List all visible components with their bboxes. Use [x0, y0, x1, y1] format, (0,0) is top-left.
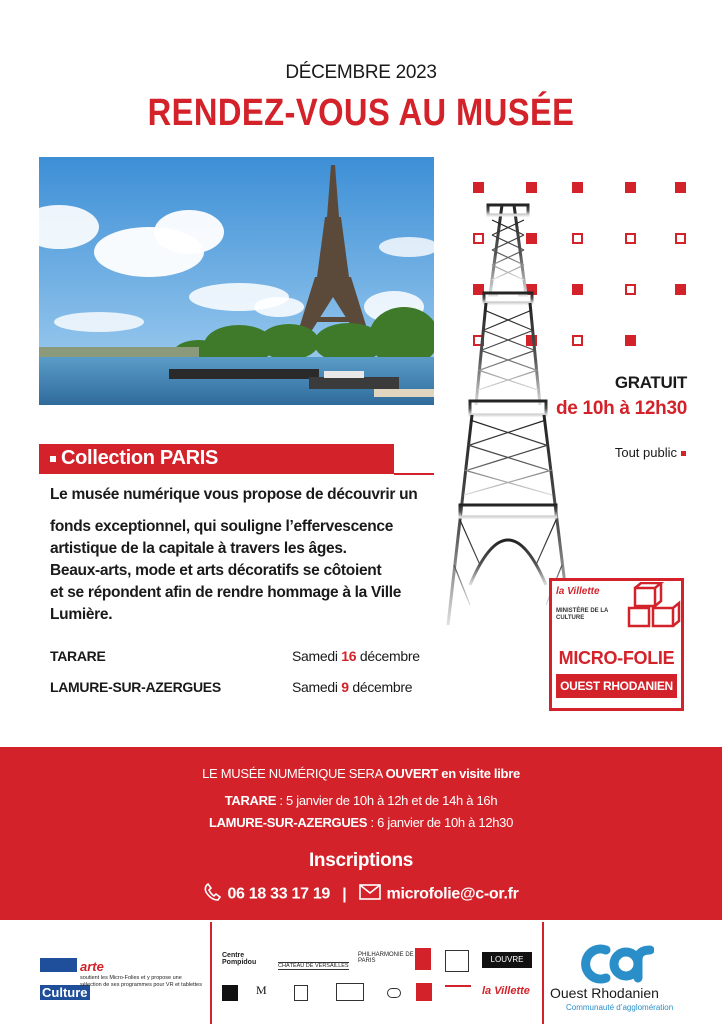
- cubes-icon: [625, 582, 681, 632]
- description-line: artistique de la capitale à travers les âges.: [50, 540, 347, 557]
- free-label: GRATUIT: [614, 373, 687, 392]
- deco-square: [675, 284, 686, 295]
- arte-text: soutient les Micro-Folies et y propose une sélection de ses programmes pour VR et tablettes: [80, 975, 202, 988]
- band-schedule: : 5 janvier de 10h à 12h et de 14h à 16h: [279, 793, 498, 808]
- villette-logo: la Villette: [482, 985, 530, 997]
- deco-square: [675, 233, 686, 244]
- audience-dot: [681, 451, 686, 456]
- date-heading: DÉCEMBRE 2023: [285, 62, 437, 83]
- band-line-tarare: [0, 793, 722, 808]
- collection-title: [50, 447, 218, 470]
- partner-logo: [415, 948, 431, 970]
- collection-description: [50, 484, 445, 626]
- footer-separator: [542, 922, 544, 1024]
- band-line-lamure: [0, 815, 722, 830]
- description-line: Lumière.: [50, 606, 113, 623]
- session-month: décembre: [352, 679, 413, 695]
- phone-number[interactable]: 06 18 33 17 19: [227, 885, 331, 903]
- phone-icon: [203, 882, 221, 907]
- footer-separator: [210, 922, 212, 1024]
- partner-logo: [416, 983, 432, 1001]
- partner-logo: [222, 985, 238, 1001]
- villette-logo-text: la Villette: [556, 586, 600, 597]
- bullet-icon: [50, 456, 56, 462]
- session-day-number: 16: [341, 648, 357, 664]
- session-day: Samedi: [292, 648, 338, 664]
- eiffel-tower-illustration: [440, 165, 580, 625]
- versailles-logo: CHÂTEAU DE VERSAILLES: [278, 963, 349, 969]
- culture-logo: Culture: [42, 985, 88, 1000]
- philharmonie-logo: PHILHARMONIE DE PARIS: [358, 952, 414, 964]
- contact-separator: |: [342, 885, 347, 903]
- deco-square: [625, 233, 636, 244]
- session-day: Samedi: [292, 679, 338, 695]
- inscriptions-heading: Inscriptions: [308, 850, 414, 871]
- cor-name: Ouest Rhodanien: [550, 985, 659, 1001]
- arte-logo: arte: [80, 959, 104, 974]
- partner-logo: [445, 950, 469, 972]
- cor-subtitle: Communauté d’agglomération: [566, 1003, 674, 1012]
- description-line: et se répondent afin de rendre hommage à la Ville: [50, 584, 402, 601]
- partner-logo: [445, 985, 471, 999]
- microfolie-name: MICRO-FOLIE: [558, 648, 675, 668]
- eiffel-photo: [39, 157, 434, 405]
- deco-square: [625, 284, 636, 295]
- audience-text: Tout public: [614, 445, 677, 460]
- session-date: [292, 679, 412, 695]
- ministere-text: MINISTÈRE DE LA CULTURE: [556, 608, 609, 621]
- audience-label: [615, 445, 686, 460]
- mail-icon: [359, 883, 381, 906]
- band-location: TARARE: [224, 793, 277, 808]
- collection-title-text: Collection PARIS: [61, 447, 219, 469]
- republique-logo: [40, 958, 77, 972]
- deco-square: [625, 182, 636, 193]
- description-line: Le musée numérique vous propose de découvrir un: [50, 486, 418, 503]
- band-line-open: [0, 766, 722, 781]
- partner-logo: [294, 985, 308, 1001]
- band-text: LE MUSÉE NUMÉRIQUE SERA: [202, 766, 383, 781]
- partner-logo: [336, 983, 364, 1001]
- session-location: TARARE: [50, 648, 106, 664]
- partner-logo: [387, 988, 401, 998]
- contact-line: [0, 882, 722, 907]
- description-line: Beaux-arts, mode et arts décoratifs se côtoient: [50, 562, 382, 579]
- band-visit-text: en visite libre: [441, 766, 520, 781]
- deco-square: [675, 182, 686, 193]
- deco-square: [625, 335, 636, 346]
- page-title: RENDEZ-VOUS AU MUSÉE: [147, 92, 575, 134]
- microfolie-sub: OUEST RHODANIEN: [556, 674, 677, 698]
- cor-logo: [580, 942, 654, 984]
- session-date: [292, 648, 420, 664]
- partner-logo: M: [256, 983, 267, 997]
- band-location: LAMURE-SUR-AZERGUES: [208, 815, 368, 830]
- collection-title-underline: [394, 473, 434, 475]
- pompidou-logo: Centre Pompidou: [222, 952, 257, 966]
- band-schedule: : 6 janvier de 10h à 12h30: [370, 815, 514, 830]
- session-location: LAMURE-SUR-AZERGUES: [50, 679, 221, 695]
- session-day-number: 9: [341, 679, 349, 695]
- session-month: décembre: [359, 648, 420, 664]
- description-line: fonds exceptionnel, qui souligne l’effervescence: [50, 518, 394, 535]
- louvre-logo: LOUVRE: [482, 952, 532, 968]
- band-open-word: OUVERT: [385, 766, 438, 781]
- email-link[interactable]: microfolie@c-or.fr: [386, 885, 519, 903]
- hours-label: de 10h à 12h30: [556, 398, 687, 419]
